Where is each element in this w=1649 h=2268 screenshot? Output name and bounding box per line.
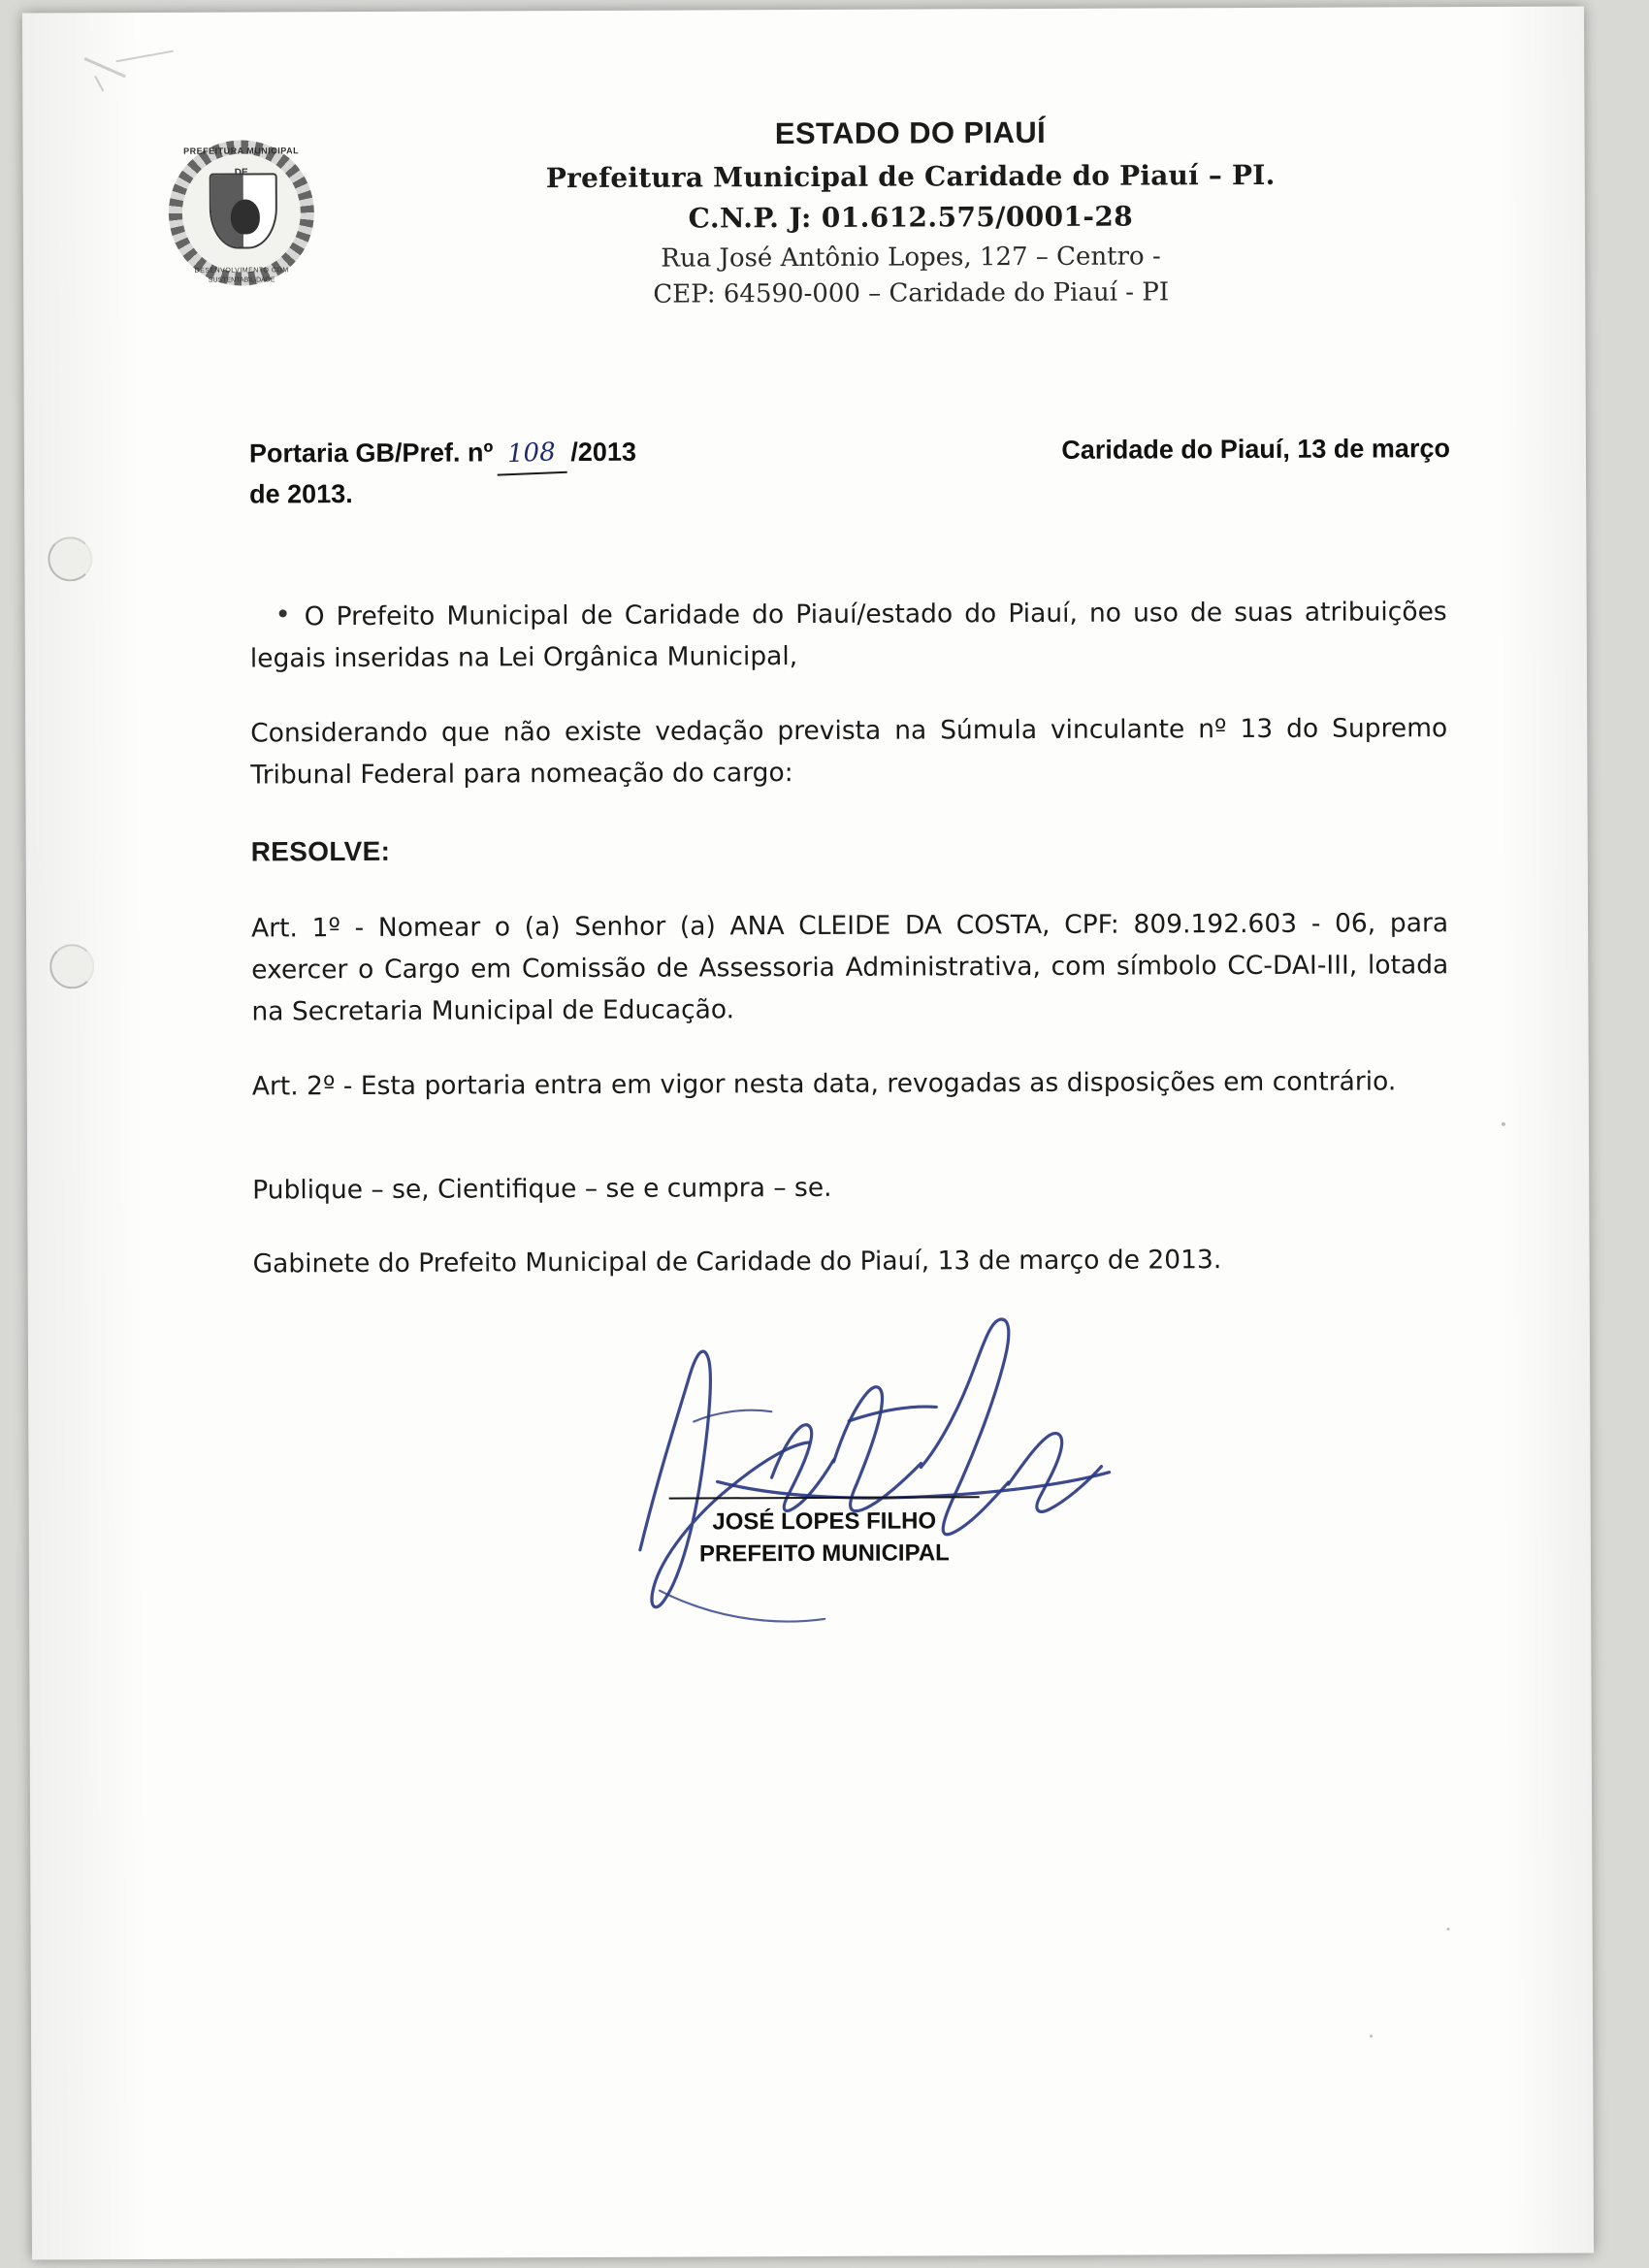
paragraph-publique: Publique – se, Cientifique – se e cumpra – se. <box>252 1172 832 1206</box>
document-content <box>139 84 1474 1639</box>
paragraph-preamble <box>250 592 1447 680</box>
portaria-heading <box>141 430 1470 514</box>
signature-block <box>145 1313 1474 1639</box>
paragraph-gabinete: Gabinete do Prefeito Municipal de Caridade do Piauí, 13 de março de 2013. <box>252 1245 1222 1280</box>
hole-punch-icon <box>49 944 94 988</box>
document-header <box>139 113 1469 311</box>
header-cnpj-line: C.N.P. J: 01.612.575/0001-28 <box>688 200 1134 235</box>
emblem-top-text: PREFEITURA MUNICIPAL <box>183 146 300 156</box>
signatory-role: PREFEITO MUNICIPAL <box>698 1539 950 1568</box>
document-body <box>142 592 1473 1287</box>
emblem-bottom-text: DESENVOLVIMENTO COM <box>194 267 289 275</box>
portaria-number-handwritten: 108 <box>497 435 568 475</box>
shield-icon <box>210 173 277 248</box>
portaria-year: /2013 <box>570 437 637 468</box>
scan-speck <box>1502 1122 1505 1126</box>
signatory-name: JOSÉ LOPES FILHO <box>712 1507 937 1536</box>
paper-crease-mark <box>94 76 104 92</box>
scan-speck <box>1447 1928 1450 1930</box>
hole-punch-icon <box>48 536 92 581</box>
handwritten-signature <box>600 1306 1203 1629</box>
header-state-line: ESTADO DO PIAUÍ <box>774 114 1047 151</box>
paragraph-preamble-text: O Prefeito Municipal de Caridade do Piauí/estado do Piauí, no uso de suas atribuições legais inseridas na Lei Orgânica Municipal, <box>249 596 1447 674</box>
coat-of-arms-icon <box>169 140 315 286</box>
header-text-block <box>352 113 1469 310</box>
resolve-heading: RESOLVE: <box>250 835 391 867</box>
portaria-place-date: Caridade do Piauí, 13 de março <box>1061 434 1450 465</box>
portaria-label: Portaria GB/Pref. nº <box>248 437 494 469</box>
scan-speck <box>1370 2034 1373 2037</box>
paper-crease-mark <box>115 50 173 63</box>
paragraph-art1: Art. 1º - Nomear o (a) Senhor (a) ANA CLEIDE DA COSTA, CPF: 809.192.603 - 06, para exercer o Cargo em Comissão de Assessoria Administrativa, com símbolo CC-DAI-III, lotada na Secretaria Municipal de Educação. <box>251 907 1449 1027</box>
paper-crease-mark <box>84 57 126 78</box>
bullet-dot-icon <box>279 610 287 618</box>
header-city-hall-line: Prefeitura Municipal de Caridade do Piauí – PI. <box>545 158 1276 195</box>
signature-name-block <box>669 1507 980 1571</box>
emblem-bottom-text-2: SUSTENTABILIDADE <box>208 276 275 284</box>
portaria-place-date-cont: de 2013. <box>249 478 353 509</box>
header-address-line: Rua José Antônio Lopes, 127 – Centro - <box>661 242 1161 274</box>
signature-line <box>669 1497 980 1500</box>
paragraph-art2: Art. 2º - Esta portaria entra em vigor nesta data, revogadas as disposições em contrário. <box>251 1065 1397 1102</box>
header-cep-line: CEP: 64590-000 – Caridade do Piauí - PI <box>653 277 1170 309</box>
paragraph-considerando: Considerando que não existe vedação prevista na Súmula vinculante nº 13 do Supremo Tribunal Federal para nomeação do cargo: <box>250 712 1448 791</box>
document-sheet <box>22 6 1594 2259</box>
